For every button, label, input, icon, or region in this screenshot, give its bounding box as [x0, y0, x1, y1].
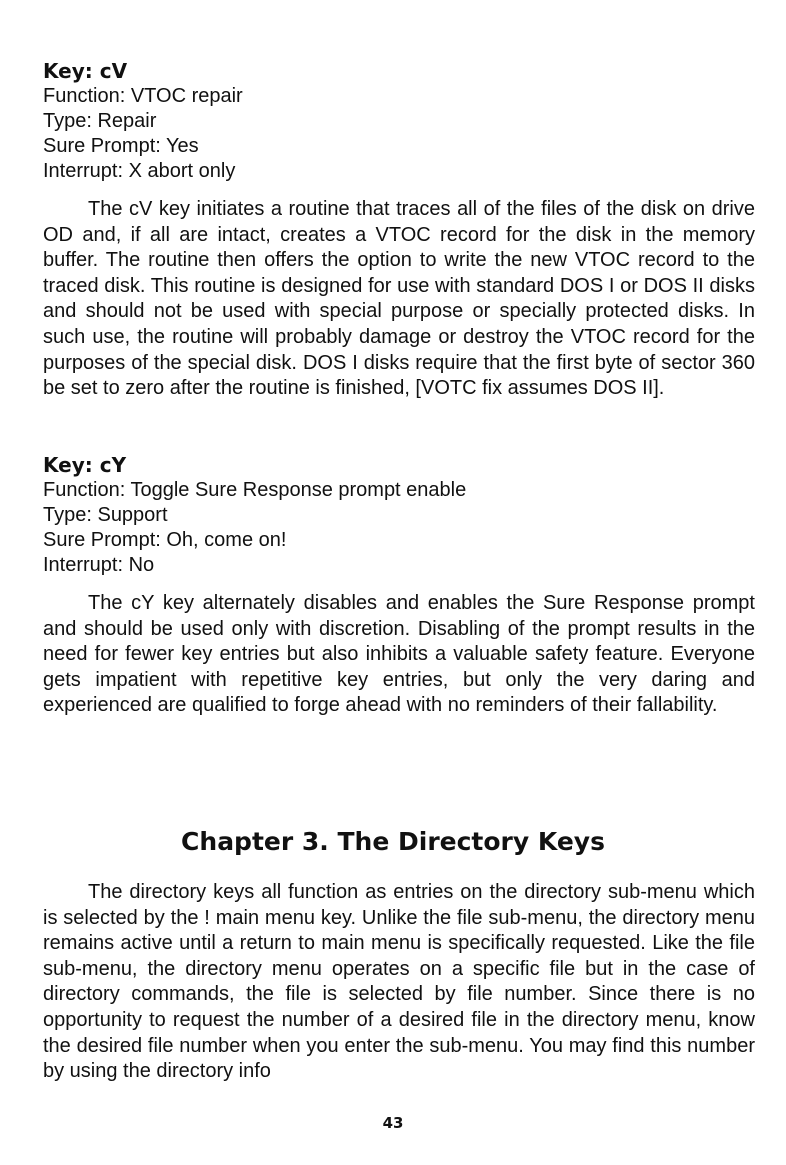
key-cy-type: Type: Support — [43, 504, 168, 526]
key-cy-description: The cY key alternately disables and enables the Sure Response prompt and should be used only with discretion. Disabling of the prompt results in the need for fewer key entries but also inhibits a valuable safety feature. Everyone gets impatient with repetitive key entries, but only the very daring and experienced are qualified to forge ahead with no reminders of their fallability. — [43, 592, 755, 717]
key-cv-description: The cV key initiates a routine that traces all of the files of the disk on drive OD and, if all are intact, creates a VTOC record for the disk in the memory buffer. The routine then offers the option to write the new VTOC record to the traced disk. This routine is designed for use with standard DOS I or DOS II disks and should not be used with special purpose or specially protected disks. In such use, the routine will probably damage or destroy the VTOC record for the purposes of the special disk. DOS I disks require that the first byte of sector 360 be set to zero after the routine is finished, [VOTC fix assumes DOS II]. — [43, 198, 755, 400]
key-cv-function: Function: VTOC repair — [43, 85, 243, 107]
key-cy-section — [43, 452, 755, 719]
key-cy-sure-prompt: Sure Prompt: Oh, come on! — [43, 529, 287, 551]
key-cv-heading: Key: cV — [43, 59, 128, 83]
page-number: 43 — [382, 1114, 404, 1132]
chapter-intro-section — [43, 880, 755, 1085]
chapter-title: Chapter 3. The Directory Keys — [181, 827, 605, 856]
key-cy-heading: Key: cY — [43, 453, 127, 477]
key-cv-sure-prompt: Sure Prompt: Yes — [43, 135, 199, 157]
key-cy-interrupt: Interrupt: No — [43, 554, 155, 576]
key-cv-type: Type: Repair — [43, 110, 157, 132]
key-cv-interrupt: Interrupt: X abort only — [43, 160, 236, 182]
key-cv-section — [43, 58, 755, 402]
chapter-intro-paragraph: The directory keys all function as entries on the directory sub-menu which is selected by the ! main menu key. Unlike the file sub-menu, the directory menu remains active until a return to main menu is specifically requested. Like the file sub-menu, the directory menu operates on a specific file but in the case of directory commands, the file is selected by file number. Since there is no opportunity to request the number of a desired file in the directory menu, know the desired file number when you enter the sub-menu. You may find this number by using the directory info — [43, 881, 755, 1083]
key-cy-function: Function: Toggle Sure Response prompt enable — [43, 479, 467, 501]
